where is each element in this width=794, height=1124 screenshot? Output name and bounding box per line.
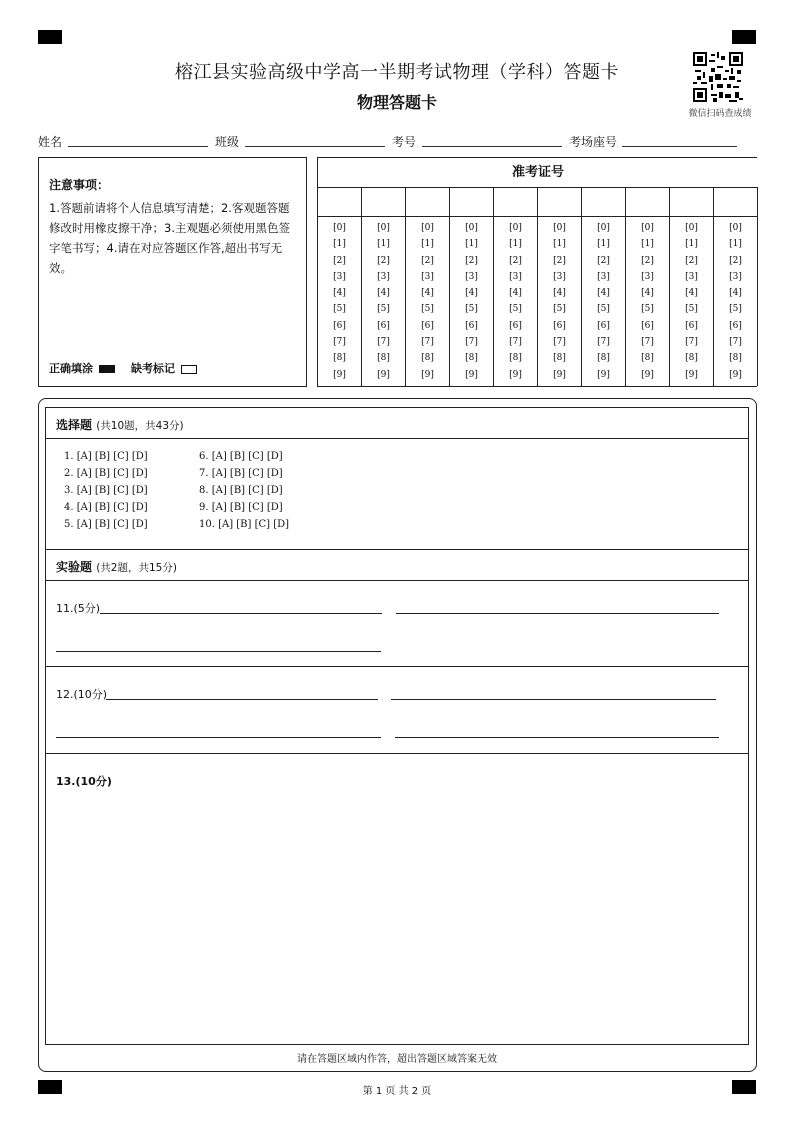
absent-mark-checkbox[interactable] [181,365,197,374]
digit-bubble[interactable]: [0] [641,223,654,233]
digit-bubble[interactable]: [5] [509,304,522,315]
digit-bubble[interactable]: [3] [509,271,522,282]
digit-bubble[interactable]: [7] [685,337,698,348]
admission-digit-options[interactable] [318,217,361,383]
admission-title: 准考证号 [318,158,758,188]
digit-bubble[interactable]: [9] [641,369,654,380]
admission-digit-box[interactable] [714,188,757,217]
digit-bubble[interactable]: [0] [729,223,742,233]
digit-bubble[interactable]: [8] [333,353,346,364]
digit-bubble[interactable]: [3] [597,271,610,282]
digit-bubble[interactable]: [3] [641,271,654,282]
admission-digit-box[interactable] [406,188,449,217]
name-field[interactable] [68,146,208,147]
digit-bubble[interactable]: [7] [509,337,522,348]
digit-bubble[interactable]: [1] [641,239,654,250]
digit-bubble[interactable]: [8] [421,353,434,364]
digit-bubble[interactable]: [3] [377,271,390,282]
experiment-title: 实验题 [56,560,93,574]
digit-bubble[interactable]: [9] [685,369,698,380]
digit-bubble[interactable]: [3] [685,271,698,282]
qr-caption: 微信扫码查成绩 [688,109,752,119]
notice-box [38,157,307,387]
admission-digit-box[interactable] [538,188,581,217]
name-label: 姓名 [38,135,63,149]
digit-bubble[interactable]: [8] [509,353,522,364]
digit-bubble[interactable]: [3] [333,271,346,282]
digit-bubble[interactable]: [0] [465,223,478,233]
class-label: 班级 [215,135,240,149]
digit-bubble[interactable]: [6] [685,320,698,331]
admission-digit-options[interactable] [670,217,713,383]
admission-digit-box[interactable] [362,188,405,217]
digit-bubble[interactable]: [8] [377,353,390,364]
admission-digit-box[interactable] [626,188,669,217]
digit-bubble[interactable]: [4] [641,288,654,299]
digit-bubble[interactable]: [5] [421,304,434,315]
digit-bubble[interactable]: [6] [729,320,742,331]
digit-bubble[interactable]: [2] [641,255,654,266]
divider [46,666,748,667]
digit-bubble[interactable]: [0] [553,223,566,233]
admission-digit-box[interactable] [670,188,713,217]
q12-answer-line[interactable] [106,699,378,700]
digit-bubble[interactable]: [7] [553,337,566,348]
digit-bubble[interactable]: [2] [553,255,566,266]
digit-bubble[interactable]: [0] [377,223,390,233]
page-number: 第 1 页 共 2 页 [362,1086,432,1097]
footer-note: 请在答题区域内作答，超出答题区域答案无效 [297,1054,497,1065]
choice-options-6-10[interactable]: 6. [A] [B] [C] [D] 7. [A] [B] [C] [D] 8. [A] [B] [C] [D] 9. [A] [B] [C] [D] 10. [A] [B] [C] [D] [199,451,290,530]
digit-bubble[interactable]: [9] [465,369,478,380]
admission-digit-options[interactable] [538,217,581,383]
digit-bubble[interactable]: [7] [333,337,346,348]
digit-bubble[interactable]: [5] [553,304,566,315]
admission-digit-column [406,188,450,386]
digit-bubble[interactable]: [4] [377,288,390,299]
admission-digit-box[interactable] [494,188,537,217]
digit-bubble[interactable]: [9] [597,369,610,380]
experiment-detail: (共2题，共15分) [96,562,177,574]
digit-bubble[interactable]: [8] [597,353,610,364]
divider [46,549,748,550]
digit-bubble[interactable]: [4] [685,288,698,299]
digit-bubble[interactable]: [4] [465,288,478,299]
q13-answer-area[interactable] [46,754,748,1044]
digit-bubble[interactable]: [1] [421,239,434,250]
digit-bubble[interactable]: [8] [465,353,478,364]
answer-area [45,407,749,1045]
digit-bubble[interactable]: [6] [465,320,478,331]
digit-bubble[interactable]: [5] [377,304,390,315]
admission-digit-column [670,188,714,386]
q13-label: 13.(10分) [56,775,112,788]
divider [46,580,748,581]
choice-detail: (共10题，共43分) [96,420,184,432]
divider [46,438,748,439]
choice-title: 选择题 [56,418,93,432]
digit-bubble[interactable]: [4] [509,288,522,299]
personal-info-row [38,133,758,151]
admission-digit-column [714,188,758,386]
digit-bubble[interactable]: [4] [729,288,742,299]
digit-bubble[interactable]: [0] [509,223,522,233]
admission-digit-column [626,188,670,386]
exam-no-field[interactable] [422,146,562,147]
q12-answer-line[interactable] [391,699,716,700]
digit-bubble[interactable]: [2] [421,255,434,266]
digit-bubble[interactable]: [1] [729,239,742,250]
digit-bubble[interactable]: [9] [729,369,742,380]
digit-bubble[interactable]: [1] [333,239,346,250]
digit-bubble[interactable]: [5] [685,304,698,315]
digit-bubble[interactable]: [5] [641,304,654,315]
digit-bubble[interactable]: [4] [597,288,610,299]
admission-digit-column [494,188,538,386]
digit-bubble[interactable]: [5] [333,304,346,315]
digit-bubble[interactable]: [7] [465,337,478,348]
experiment-section-title [56,558,177,575]
correct-fill-label: 正确填涂 [49,362,93,375]
digit-bubble[interactable]: [1] [553,239,566,250]
digit-bubble[interactable]: [2] [333,255,346,266]
digit-bubble[interactable]: [2] [509,255,522,266]
digit-bubble[interactable]: [2] [685,255,698,266]
digit-bubble[interactable]: [6] [333,320,346,331]
digit-bubble[interactable]: [7] [377,337,390,348]
digit-bubble[interactable]: [3] [465,271,478,282]
admission-digit-options[interactable] [450,217,493,383]
page-subtitle: 物理答题卡 [356,93,437,112]
filled-sample-icon [99,365,115,373]
q12-answer-line[interactable] [56,737,381,738]
q12-answer-line[interactable] [395,737,719,738]
seat-field[interactable] [622,146,737,147]
digit-bubble[interactable]: [9] [377,369,390,380]
q12-label: 12.(10分) [56,688,108,701]
digit-bubble[interactable]: [7] [597,337,610,348]
digit-bubble[interactable]: [4] [421,288,434,299]
admission-digit-options[interactable] [714,217,757,383]
class-field[interactable] [245,146,385,147]
q11-label: 11.(5分) [56,602,101,615]
digit-bubble[interactable]: [1] [597,239,610,250]
q11-answer-line[interactable] [100,613,382,614]
digit-bubble[interactable]: [2] [377,255,390,266]
q11-answer-line[interactable] [396,613,719,614]
digit-bubble[interactable]: [0] [333,223,346,233]
digit-bubble[interactable]: [1] [377,239,390,250]
absent-mark-label: 缺考标记 [131,362,175,375]
digit-bubble[interactable]: [9] [333,369,346,380]
registration-mark-top-right [732,30,756,44]
digit-bubble[interactable]: [5] [729,304,742,315]
digit-bubble[interactable]: [8] [641,353,654,364]
digit-bubble[interactable]: [1] [509,239,522,250]
digit-bubble[interactable]: [9] [509,369,522,380]
admission-digit-column [450,188,494,386]
digit-bubble[interactable]: [4] [333,288,346,299]
registration-mark-top-left [38,30,62,44]
digit-bubble[interactable]: [6] [509,320,522,331]
admission-digit-options[interactable] [582,217,625,383]
admission-number-grid [317,157,757,387]
digit-bubble[interactable]: [3] [421,271,434,282]
digit-bubble[interactable]: [8] [729,353,742,364]
digit-bubble[interactable]: [7] [421,337,434,348]
digit-bubble[interactable]: [2] [597,255,610,266]
admission-digit-box[interactable] [450,188,493,217]
page-title: 榕江县实验高级中学高一半期考试物理（学科）答题卡 [175,62,619,83]
digit-bubble[interactable]: [6] [421,320,434,331]
admission-digit-options[interactable] [362,217,405,383]
digit-bubble[interactable]: [9] [553,369,566,380]
digit-bubble[interactable]: [8] [553,353,566,364]
digit-bubble[interactable]: [5] [465,304,478,315]
qr-code-icon[interactable] [693,52,743,102]
admission-digit-column [318,188,362,386]
choice-options-1-5[interactable]: 1. [A] [B] [C] [D] 2. [A] [B] [C] [D] 3. [A] [B] [C] [D] 4. [A] [B] [C] [D] 5. [A] [B] [C] [D] [64,451,148,530]
admission-digit-options[interactable] [406,217,449,383]
digit-bubble[interactable]: [2] [465,255,478,266]
admission-digit-box[interactable] [582,188,625,217]
admission-digit-column [538,188,582,386]
admission-digit-options[interactable] [626,217,669,383]
notice-text: 1.答题前请将个人信息填写清楚；2.客观题答题修改时用橡皮擦干净；3.主观题必须使用黑色签字笔书写；4.请在对应答题区作答,超出书写无效。 [49,201,290,275]
q11-answer-line[interactable] [56,651,381,652]
digit-bubble[interactable]: [6] [377,320,390,331]
digit-bubble[interactable]: [3] [553,271,566,282]
digit-bubble[interactable]: [6] [641,320,654,331]
digit-bubble[interactable]: [0] [421,223,434,233]
admission-digit-column [362,188,406,386]
digit-bubble[interactable]: [9] [421,369,434,380]
digit-bubble[interactable]: [8] [685,353,698,364]
admission-digit-column [582,188,626,386]
admission-digit-options[interactable] [494,217,537,383]
digit-bubble[interactable]: [1] [465,239,478,250]
digit-bubble[interactable]: [5] [597,304,610,315]
digit-bubble[interactable]: [6] [553,320,566,331]
digit-bubble[interactable]: [7] [729,337,742,348]
digit-bubble[interactable]: [6] [597,320,610,331]
digit-bubble[interactable]: [0] [597,223,610,233]
exam-no-label: 考号 [392,135,417,149]
digit-bubble[interactable]: [7] [641,337,654,348]
choice-section-title [56,416,184,433]
notice-title: 注意事项： [49,178,110,192]
admission-digit-box[interactable] [318,188,361,217]
digit-bubble[interactable]: [2] [729,255,742,266]
seat-label: 考场座号 [569,135,618,149]
digit-bubble[interactable]: [1] [685,239,698,250]
fill-legend [49,360,197,376]
digit-bubble[interactable]: [3] [729,271,742,282]
digit-bubble[interactable]: [4] [553,288,566,299]
digit-bubble[interactable]: [0] [685,223,698,233]
